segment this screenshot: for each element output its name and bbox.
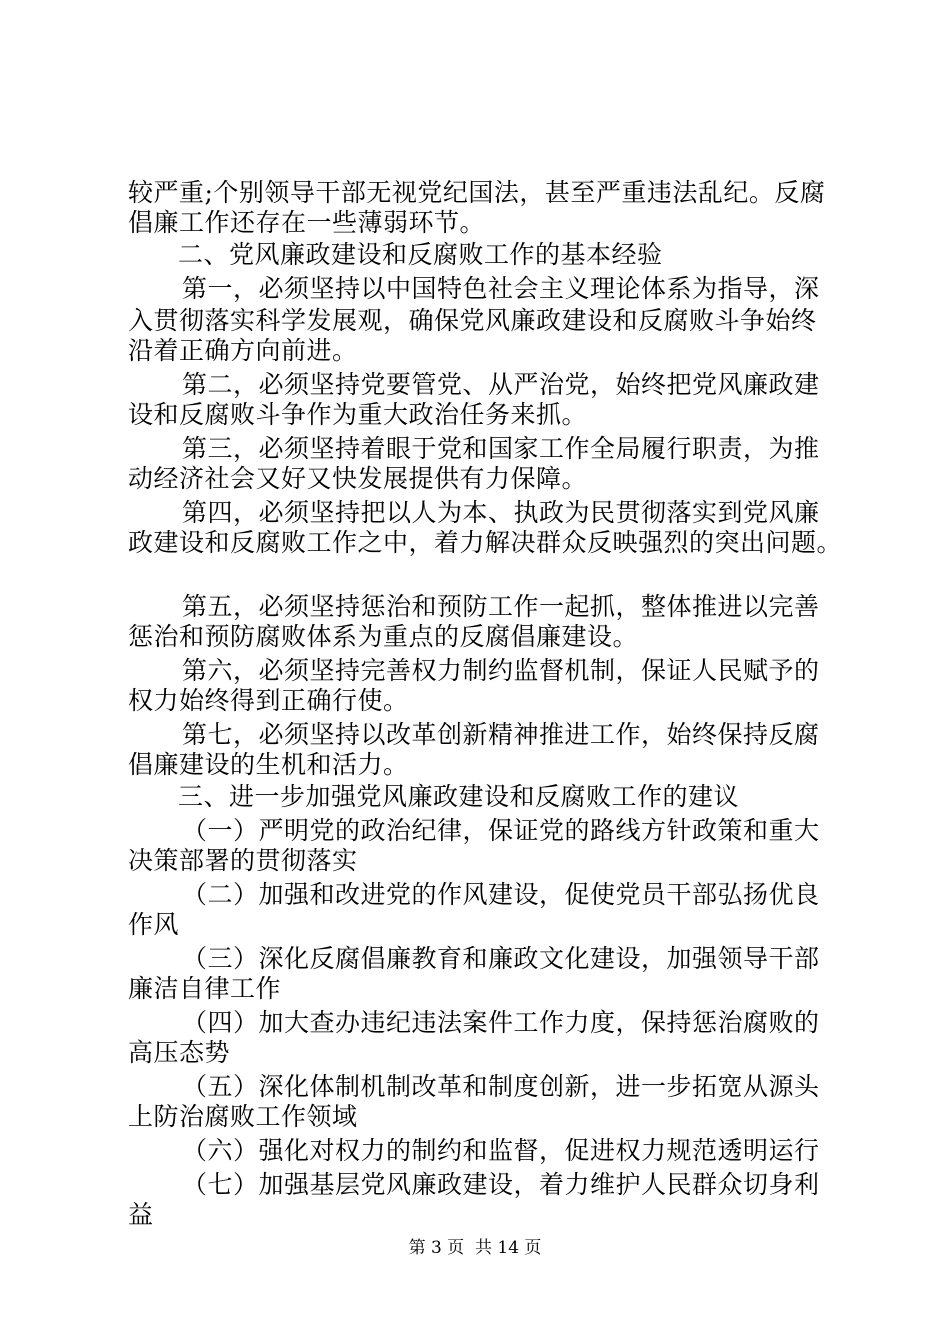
text-line: （五）深化体制机制改革和制度创新，进一步拓宽从源头 xyxy=(182,1072,820,1101)
text-line: （六）强化对权力的制约和监督，促进权力规范透明运行 xyxy=(182,1136,820,1165)
text-line: 较严重;个别领导干部无视党纪国法，甚至严重违法乱纪。反腐 xyxy=(128,178,826,207)
text-line: 作风 xyxy=(128,910,180,939)
text-line: （一）严明党的政治纪律，保证党的路线方针政策和重大 xyxy=(182,816,820,845)
text-line: （二）加强和改进党的作风建设，促使党员干部弘扬优良 xyxy=(182,880,820,909)
text-line: 第六，必须坚持完善权力制约监督机制，保证人民赋予的 xyxy=(182,656,820,685)
text-line: 益 xyxy=(128,1200,154,1229)
text-line: 上防治腐败工作领域 xyxy=(128,1102,358,1131)
text-line: 第七，必须坚持以改革创新精神推进工作，始终保持反腐 xyxy=(182,720,820,749)
text-line: 第一，必须坚持以中国特色社会主义理论体系为指导，深 xyxy=(182,274,820,303)
text-line: 政建设和反腐败工作之中，着力解决群众反映强烈的突出问题。 xyxy=(128,528,843,557)
text-line: 第二，必须坚持党要管党、从严治党，始终把党风廉政建 xyxy=(182,370,820,399)
text-line: 高压态势 xyxy=(128,1038,231,1067)
page-number-footer: 第 3 页 共 14 页 xyxy=(408,1238,542,1258)
text-line: 倡廉工作还存在一些薄弱环节。 xyxy=(128,208,486,237)
text-line: 设和反腐败斗争作为重大政治任务来抓。 xyxy=(128,400,588,429)
section-heading: 二、党风廉政建设和反腐败工作的基本经验 xyxy=(178,240,663,269)
text-line: 动经济社会又好又快发展提供有力保障。 xyxy=(128,464,588,493)
text-line: 决策部署的贯彻落实 xyxy=(128,846,358,875)
text-line: （七）加强基层党风廉政建设，着力维护人民群众切身利 xyxy=(182,1170,820,1199)
text-line: （三）深化反腐倡廉教育和廉政文化建设，加强领导干部 xyxy=(182,944,820,973)
text-line: 沿着正确方向前进。 xyxy=(128,336,358,365)
text-line: 惩治和预防腐败体系为重点的反腐倡廉建设。 xyxy=(128,622,639,651)
text-line: 倡廉建设的生机和活力。 xyxy=(128,750,409,779)
text-line: （四）加大查办违纪违法案件工作力度，保持惩治腐败的 xyxy=(182,1008,820,1037)
text-line: 廉洁自律工作 xyxy=(128,974,282,1003)
text-line: 第四，必须坚持把以人为本、执政为民贯彻落实到党风廉 xyxy=(182,498,820,527)
text-line: 权力始终得到正确行使。 xyxy=(128,686,409,715)
text-line: 入贯彻落实科学发展观，确保党风廉政建设和反腐败斗争始终 xyxy=(128,306,817,335)
text-line: 第五，必须坚持惩治和预防工作一起抓，整体推进以完善 xyxy=(182,592,820,621)
text-line: 第三，必须坚持着眼于党和国家工作全局履行职责，为推 xyxy=(182,434,820,463)
section-heading: 三、进一步加强党风廉政建设和反腐败工作的建议 xyxy=(178,782,740,811)
